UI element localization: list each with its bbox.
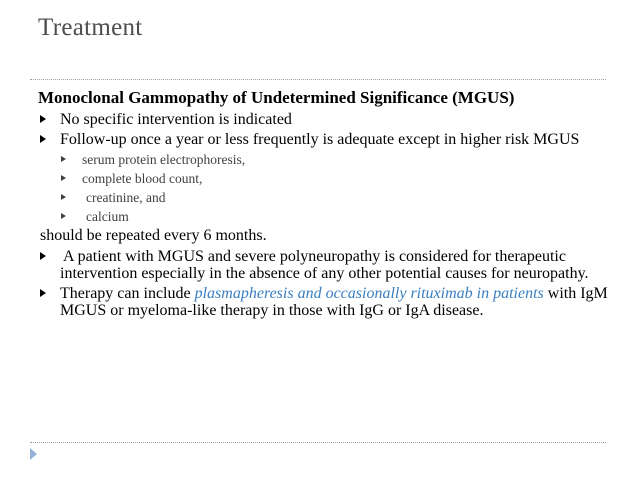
bullet-arrow-icon <box>40 115 46 123</box>
bullet-text: Therapy can include <box>60 285 195 302</box>
sub-bullet-text: creatinine, and <box>86 190 166 205</box>
bullet-item <box>38 131 600 148</box>
bullet-text: Follow-up once a year or less frequently is adequate except in higher risk MGUS <box>60 131 580 148</box>
section-heading: Monoclonal Gammopathy of Undetermined Significance (MGUS) <box>38 88 515 107</box>
sub-bullet-text: calcium <box>86 209 129 224</box>
sub-bullet-item <box>38 151 618 168</box>
bullet-item <box>38 111 618 128</box>
body-text: should be repeated every 6 months. <box>40 227 267 244</box>
footer-divider <box>30 442 606 443</box>
title-divider <box>30 79 606 80</box>
sub-bullet-item <box>38 189 618 206</box>
bullet-text: with IgM MGUS or myeloma-like therapy in those with IgG or IgA disease. <box>60 285 608 319</box>
sub-bullet-arrow-icon <box>61 194 66 200</box>
sub-bullet-item <box>38 208 618 225</box>
bullet-text: No specific intervention is indicated <box>60 111 292 128</box>
sub-bullet-arrow-icon <box>61 156 66 162</box>
bullet-item <box>38 285 620 319</box>
sub-bullet-arrow-icon <box>61 175 66 181</box>
slide-title: Treatment <box>38 14 143 41</box>
bullet-arrow-icon <box>40 289 46 297</box>
bullet-item <box>38 248 590 282</box>
slide-content <box>38 88 618 322</box>
sub-bullet-text: complete blood count, <box>82 171 203 186</box>
bullet-text: A patient with MGUS and severe polyneuropathy is considered for therapeutic intervention especially in the absence of any other potential causes for neuropathy. <box>60 248 589 282</box>
bullet-arrow-icon <box>40 135 46 143</box>
footer-arrow-icon <box>30 448 37 460</box>
sub-bullet-item <box>38 170 618 187</box>
sub-bullet-text: serum protein electrophoresis, <box>82 152 246 167</box>
sub-bullet-arrow-icon <box>61 213 66 219</box>
emphasis-text: plasmapheresis and occasionally rituximab in patients <box>194 285 544 302</box>
bullet-arrow-icon <box>40 252 46 260</box>
